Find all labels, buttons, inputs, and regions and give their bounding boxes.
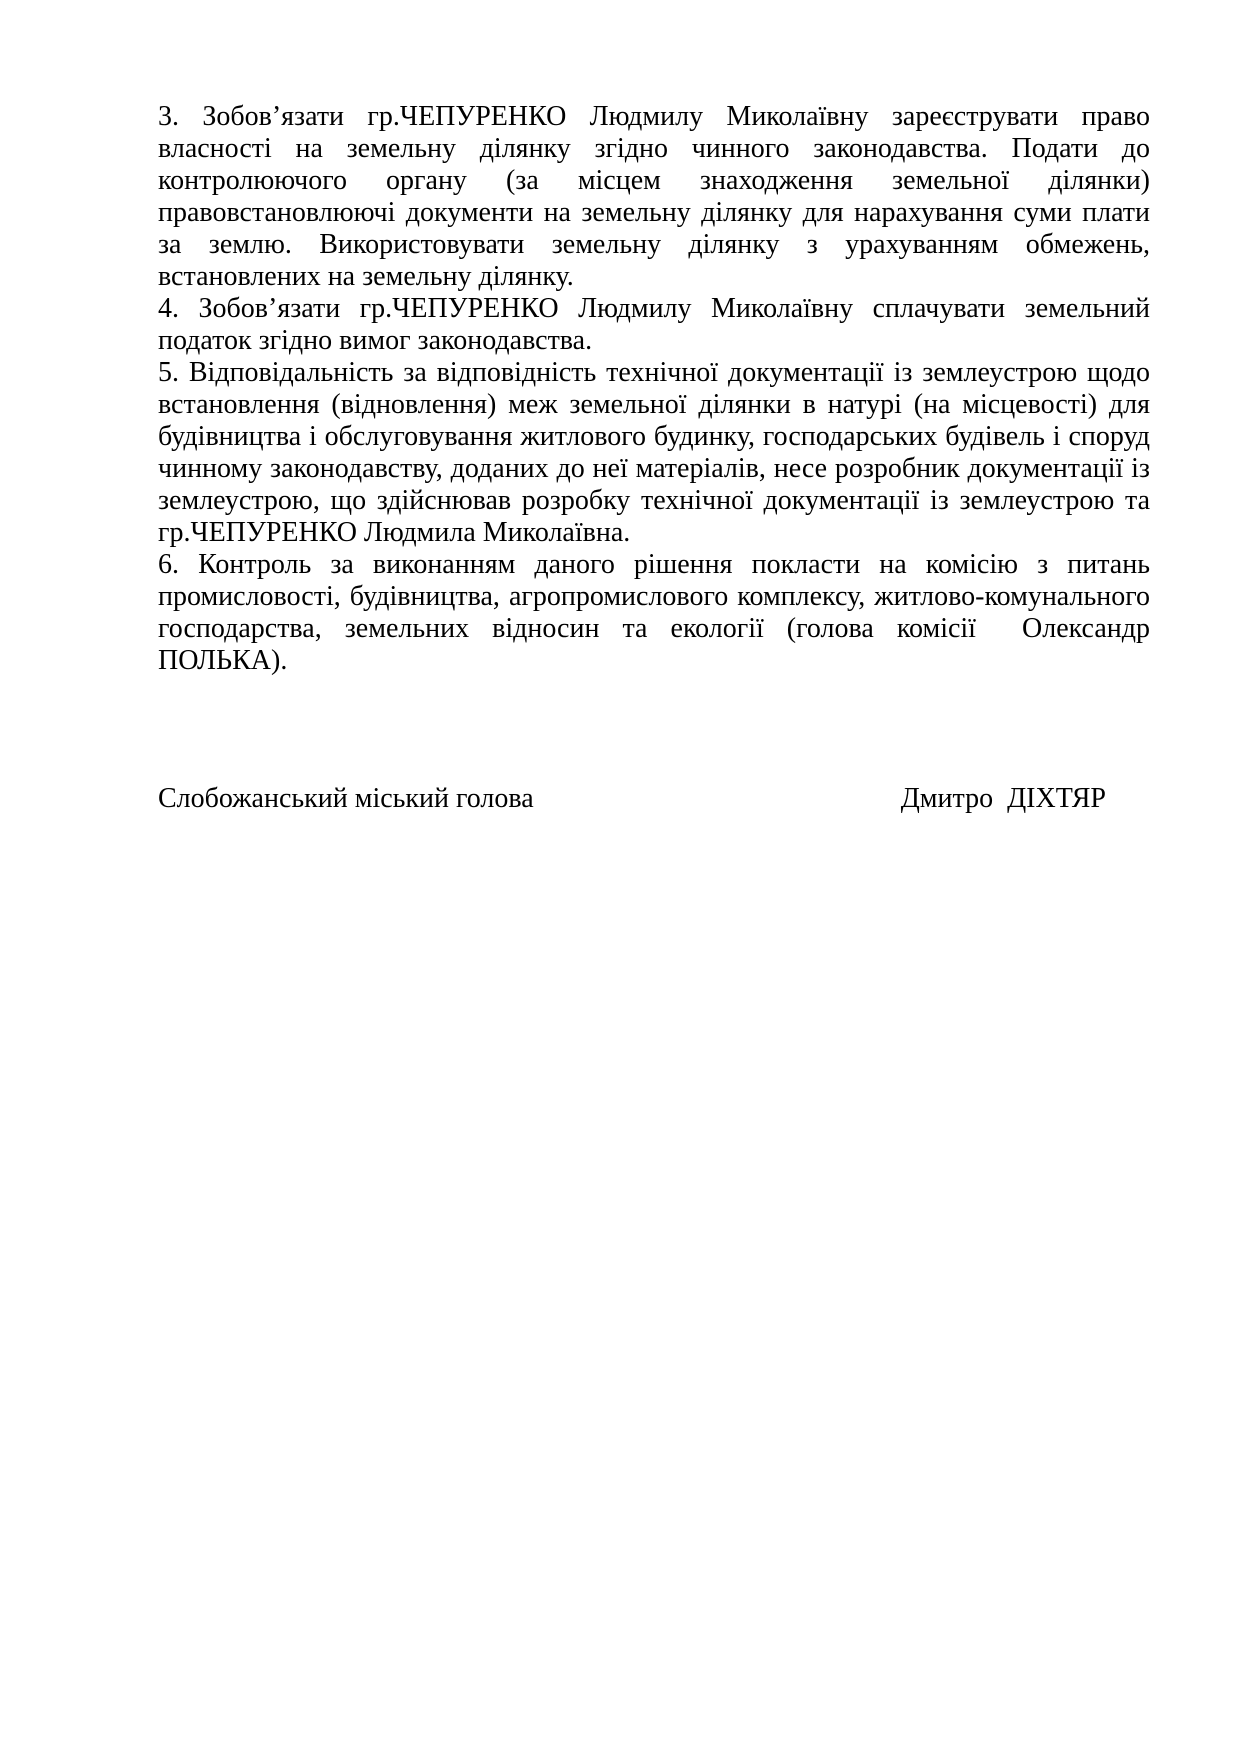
paragraph-5: 5. Відповідальність за відповідність технічної документації із землеустрою щодо встановлення (відновлення) меж земельної ділянки в натурі (на місцевості) для будівництва і обслуговування житлового будинку, господарських будівель і споруд чинному законодавству, доданих до неї матеріалів, несе розробник документації із землеустрою, що здійснював розробку технічної документації із землеустрою та гр.ЧЕПУРЕНКО Людмила Миколаївна. — [158, 357, 1150, 548]
paragraph-4: 4. Зобов’язати гр.ЧЕПУРЕНКО Людмилу Миколаївну сплачувати земельний податок згідно вимог законодавства. — [158, 293, 1150, 356]
paragraph-3: 3. Зобов’язати гр.ЧЕПУРЕНКО Людмилу Миколаївну зареєструвати право власності на земельну ділянку згідно чинного законодавства. Подати до контролюючого органу (за місцем знаходження земельної ділянки) правовстановлюючі документи на земельну ділянку для нарахування суми плати за землю. Використовувати земельну ділянку з урахуванням обмежень, встановлених на земельну ділянку. — [158, 101, 1150, 292]
document-body — [158, 101, 1150, 815]
signature-name: Дмитро ДІХТЯР — [900, 783, 1106, 814]
signature-row — [158, 783, 1150, 815]
signature-title: Слобожанський міський голова — [158, 783, 534, 814]
paragraph-6: 6. Контроль за виконанням даного рішення покласти на комісію з питань промисловості, будівництва, агропромислового комплексу, житлово-комунального господарства, земельних відносин та екології (голова комісії Олександр ПОЛЬКА). — [158, 549, 1150, 676]
